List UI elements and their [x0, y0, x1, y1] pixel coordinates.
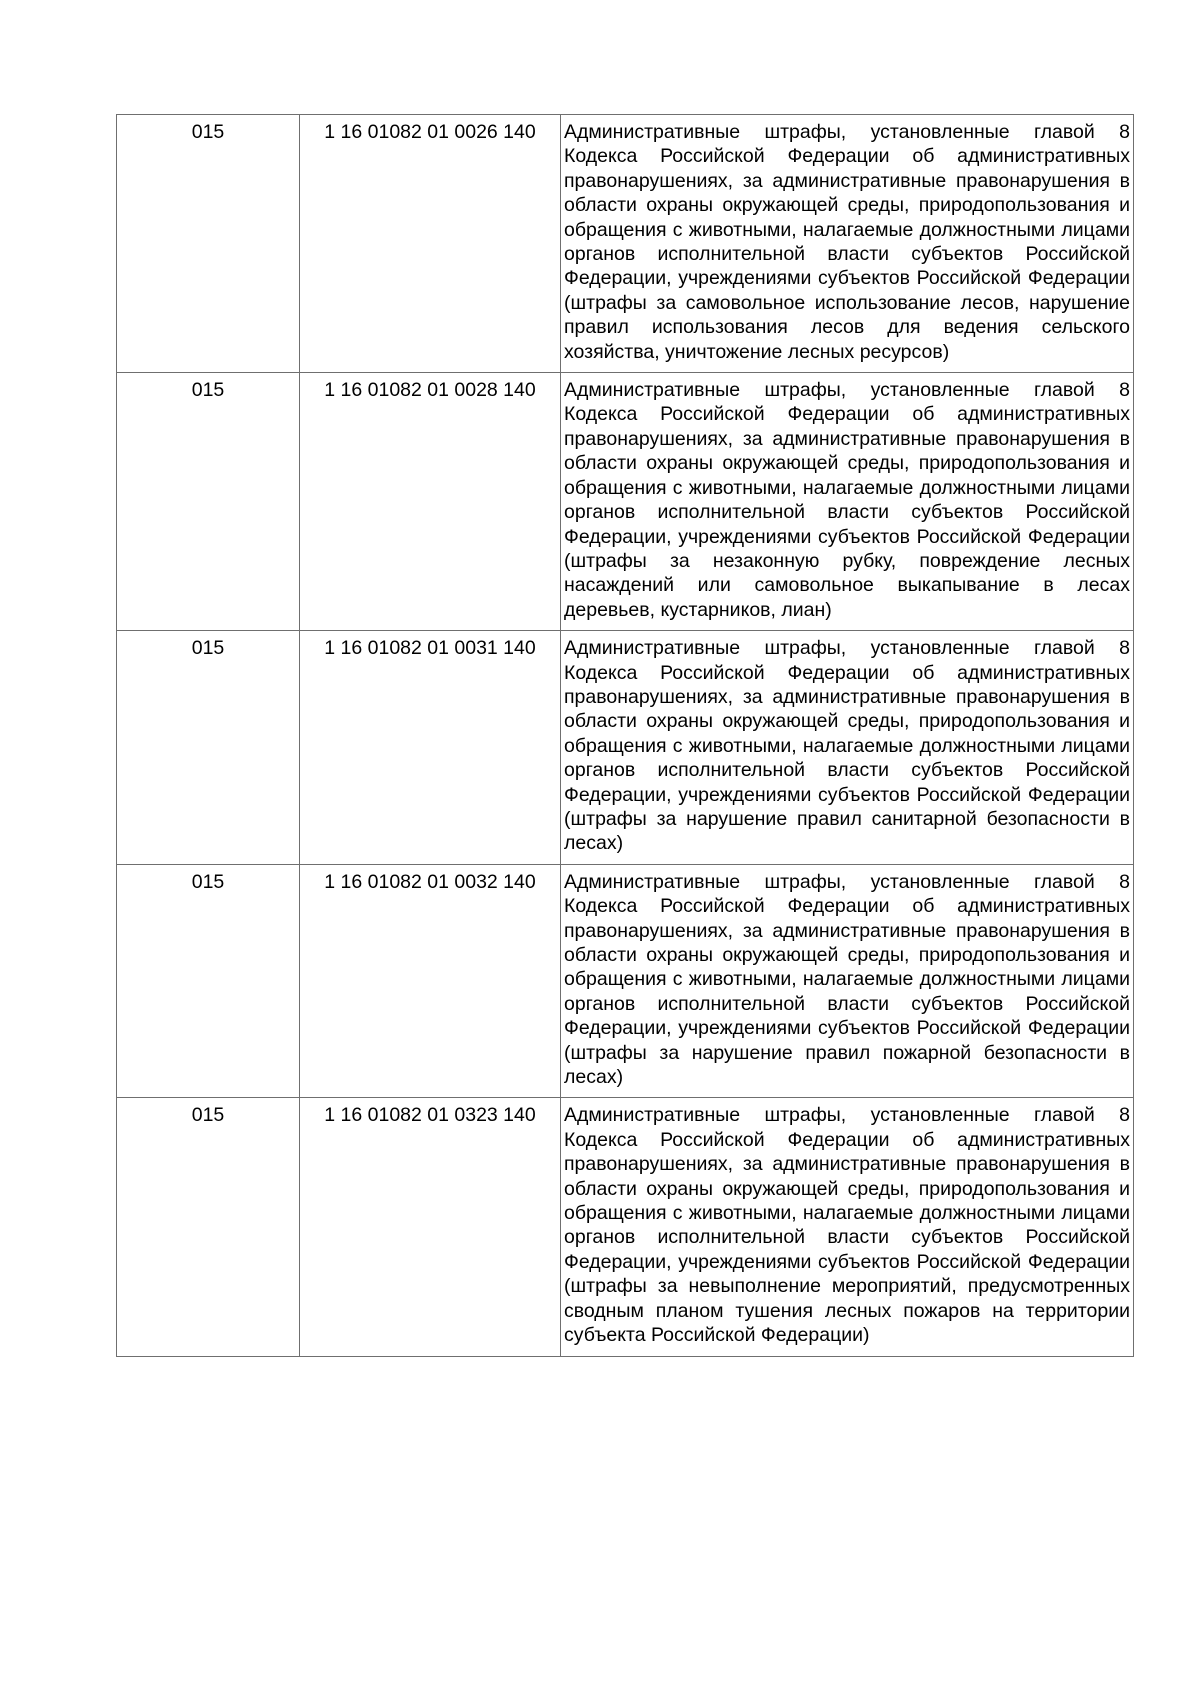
admin-code-cell: 015: [117, 864, 300, 1098]
kbk-code-cell: 1 16 01082 01 0323 140: [300, 1098, 561, 1356]
revenue-codes-table: [116, 114, 1134, 1357]
description-cell: Административные штрафы, установленные главой 8 Кодекса Российской Федерации об административных правонарушениях, за административные правонарушения в области охраны окружающей среды, природопользования и обращения с животными, налагаемые должностными лицами органов исполнительной власти субъектов Российской Федерации, учреждениями субъектов Российской Федерации (штрафы за невыполнение мероприятий, предусмотренных сводным планом тушения лесных пожаров на территории субъекта Российской Федерации): [561, 1098, 1134, 1356]
admin-code-cell: 015: [117, 1098, 300, 1356]
table-row: [117, 864, 1134, 1098]
admin-code-cell: 015: [117, 631, 300, 865]
kbk-code-cell: 1 16 01082 01 0032 140: [300, 864, 561, 1098]
description-cell: Административные штрафы, установленные главой 8 Кодекса Российской Федерации об административных правонарушениях, за административные правонарушения в области охраны окружающей среды, природопользования и обращения с животными, налагаемые должностными лицами органов исполнительной власти субъектов Российской Федерации, учреждениями субъектов Российской Федерации (штрафы за незаконную рубку, повреждение лесных насаждений или самовольное выкапывание в лесах деревьев, кустарников, лиан): [561, 373, 1134, 631]
table-row: [117, 373, 1134, 631]
kbk-code-cell: 1 16 01082 01 0026 140: [300, 115, 561, 373]
kbk-code-cell: 1 16 01082 01 0028 140: [300, 373, 561, 631]
kbk-code-cell: 1 16 01082 01 0031 140: [300, 631, 561, 865]
table-row: [117, 1098, 1134, 1356]
admin-code-cell: 015: [117, 373, 300, 631]
description-cell: Административные штрафы, установленные главой 8 Кодекса Российской Федерации об административных правонарушениях, за административные правонарушения в области охраны окружающей среды, природопользования и обращения с животными, налагаемые должностными лицами органов исполнительной власти субъектов Российской Федерации, учреждениями субъектов Российской Федерации (штрафы за нарушение правил пожарной безопасности в лесах): [561, 864, 1134, 1098]
table-row: [117, 631, 1134, 865]
description-cell: Административные штрафы, установленные главой 8 Кодекса Российской Федерации об административных правонарушениях, за административные правонарушения в области охраны окружающей среды, природопользования и обращения с животными, налагаемые должностными лицами органов исполнительной власти субъектов Российской Федерации, учреждениями субъектов Российской Федерации (штрафы за нарушение правил санитарной безопасности в лесах): [561, 631, 1134, 865]
admin-code-cell: 015: [117, 115, 300, 373]
description-cell: Административные штрафы, установленные главой 8 Кодекса Российской Федерации об административных правонарушениях, за административные правонарушения в области охраны окружающей среды, природопользования и обращения с животными, налагаемые должностными лицами органов исполнительной власти субъектов Российской Федерации, учреждениями субъектов Российской Федерации (штрафы за самовольное использование лесов, нарушение правил использования лесов для ведения сельского хозяйства, уничтожение лесных ресурсов): [561, 115, 1134, 373]
table-row: [117, 115, 1134, 373]
